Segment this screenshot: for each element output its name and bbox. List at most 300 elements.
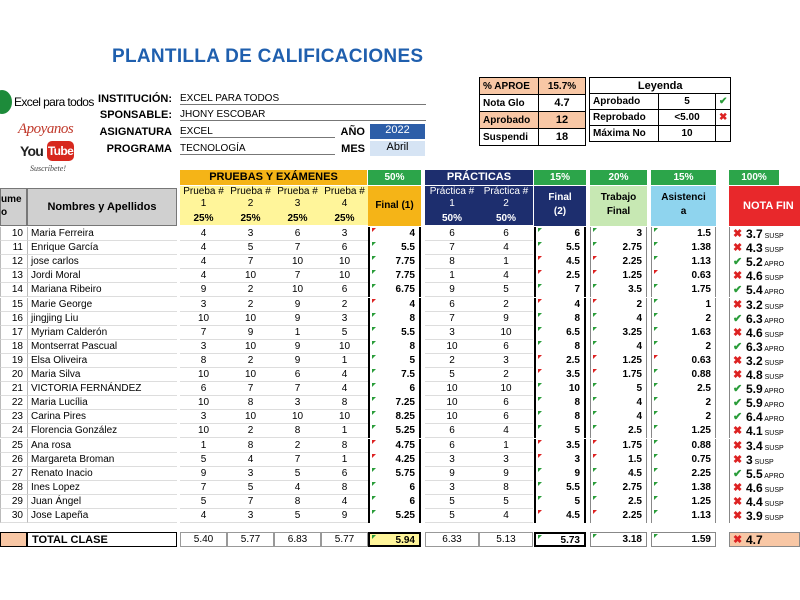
prueba-4-cell[interactable]: 10 — [321, 410, 368, 424]
total-prueba-2[interactable]: 5.77 — [227, 532, 274, 547]
prueba-3-cell[interactable]: 3 — [274, 396, 321, 410]
practica-1-cell[interactable]: 6 — [425, 227, 479, 241]
prueba-4-cell[interactable]: 6 — [321, 467, 368, 481]
anio-value[interactable]: 2022 — [370, 124, 425, 139]
practica-1-cell[interactable]: 3 — [425, 326, 479, 340]
prueba-2-cell[interactable]: 8 — [227, 439, 274, 453]
final2-cell[interactable]: 8 — [534, 410, 586, 424]
prueba-3-cell[interactable]: 1 — [274, 326, 321, 340]
prueba-1-cell[interactable]: 3 — [180, 340, 227, 354]
prueba-3-cell[interactable]: 6 — [274, 368, 321, 382]
total-label[interactable]: TOTAL CLASE — [27, 532, 177, 547]
student-name[interactable]: Renato Inacio — [27, 467, 177, 481]
responsable-value[interactable]: JHONY ESCOBAR — [180, 109, 426, 121]
row-number[interactable]: 18 — [0, 340, 27, 354]
practica-1-cell[interactable]: 10 — [425, 340, 479, 354]
row-number[interactable]: 14 — [0, 283, 27, 297]
final1-cell[interactable]: 6.75 — [368, 283, 421, 297]
practica-1-cell[interactable]: 1 — [425, 269, 479, 283]
trabajo-cell[interactable]: 4 — [590, 410, 647, 424]
practica-1-cell[interactable]: 7 — [425, 312, 479, 326]
nota-final-cell[interactable] — [729, 509, 800, 523]
prueba-1-cell[interactable]: 4 — [180, 509, 227, 523]
student-name[interactable]: Juan Ángel — [27, 495, 177, 509]
nota-final-cell[interactable] — [729, 354, 800, 368]
student-name[interactable]: Jordi Moral — [27, 269, 177, 283]
prueba-3-cell[interactable]: 8 — [274, 495, 321, 509]
asistencia-cell[interactable]: 2 — [651, 340, 716, 354]
final1-cell[interactable]: 6 — [368, 495, 421, 509]
prueba-2-cell[interactable]: 5 — [227, 481, 274, 495]
youtube-logo[interactable] — [20, 141, 74, 163]
prueba-4-cell[interactable]: 6 — [321, 241, 368, 255]
final1-cell[interactable]: 7.75 — [368, 255, 421, 269]
final1-cell[interactable]: 8.25 — [368, 410, 421, 424]
practica-2-cell[interactable]: 2 — [479, 298, 533, 312]
asistencia-cell[interactable]: 0.75 — [651, 453, 716, 467]
total-prueba-4[interactable]: 5.77 — [321, 532, 368, 547]
row-number[interactable]: 21 — [0, 382, 27, 396]
prueba-3-cell[interactable]: 7 — [274, 269, 321, 283]
practica-1-cell[interactable]: 10 — [425, 382, 479, 396]
prueba-2-cell[interactable]: 8 — [227, 396, 274, 410]
asistencia-cell[interactable]: 0.63 — [651, 354, 716, 368]
prueba-3-cell[interactable]: 6 — [274, 227, 321, 241]
practica-1-cell[interactable]: 8 — [425, 255, 479, 269]
prueba-1-cell[interactable]: 4 — [180, 241, 227, 255]
final2-cell[interactable]: 9 — [534, 467, 586, 481]
asistencia-cell[interactable]: 0.88 — [651, 368, 716, 382]
nota-final-cell[interactable] — [729, 227, 800, 241]
final1-cell[interactable]: 4 — [368, 298, 421, 312]
prueba-4-cell[interactable]: 1 — [321, 354, 368, 368]
student-name[interactable]: Jose Lapeña — [27, 509, 177, 523]
prueba-3-cell[interactable]: 10 — [274, 255, 321, 269]
student-name[interactable]: Montserrat Pascual — [27, 340, 177, 354]
final2-cell[interactable]: 10 — [534, 382, 586, 396]
final1-cell[interactable]: 7.75 — [368, 269, 421, 283]
prueba-4-cell[interactable]: 8 — [321, 481, 368, 495]
nota-final-cell[interactable] — [729, 241, 800, 255]
student-name[interactable]: Myriam Calderón — [27, 326, 177, 340]
practica-2-cell[interactable]: 6 — [479, 410, 533, 424]
final1-cell[interactable]: 5.25 — [368, 424, 421, 438]
prueba-1-cell[interactable]: 4 — [180, 255, 227, 269]
prueba-3-cell[interactable]: 7 — [274, 453, 321, 467]
prueba-1-cell[interactable]: 9 — [180, 283, 227, 297]
practica-2-cell[interactable]: 6 — [479, 227, 533, 241]
prueba-1-cell[interactable]: 1 — [180, 439, 227, 453]
total-prueba-1[interactable]: 5.40 — [180, 532, 227, 547]
final1-cell[interactable]: 4.25 — [368, 453, 421, 467]
nota-final-cell[interactable] — [729, 410, 800, 424]
final1-cell[interactable]: 5.25 — [368, 509, 421, 523]
asistencia-cell[interactable]: 1.63 — [651, 326, 716, 340]
prueba-4-cell[interactable]: 8 — [321, 396, 368, 410]
asistencia-cell[interactable]: 1.75 — [651, 283, 716, 297]
student-name[interactable]: Maria Lucília — [27, 396, 177, 410]
prueba-2-cell[interactable]: 7 — [227, 255, 274, 269]
practica-1-cell[interactable]: 10 — [425, 410, 479, 424]
asistencia-cell[interactable]: 1.5 — [651, 227, 716, 241]
prueba-2-cell[interactable]: 5 — [227, 241, 274, 255]
trabajo-cell[interactable]: 2.5 — [590, 424, 647, 438]
asistencia-cell[interactable]: 1.25 — [651, 424, 716, 438]
trabajo-cell[interactable]: 1.75 — [590, 439, 647, 453]
total-practica-1[interactable]: 6.33 — [425, 532, 479, 547]
nota-final-cell[interactable] — [729, 495, 800, 509]
practica-1-cell[interactable]: 2 — [425, 354, 479, 368]
nota-final-cell[interactable] — [729, 368, 800, 382]
prueba-3-cell[interactable]: 2 — [274, 439, 321, 453]
prueba-4-cell[interactable]: 5 — [321, 326, 368, 340]
prueba-2-cell[interactable]: 3 — [227, 467, 274, 481]
flag-green-icon — [538, 228, 542, 232]
flag-red-icon — [538, 369, 542, 373]
nota-final-cell[interactable] — [729, 326, 800, 340]
institucion-value[interactable]: EXCEL PARA TODOS — [180, 93, 426, 105]
final1-cell[interactable]: 4.75 — [368, 439, 421, 453]
prueba-2-cell[interactable]: 2 — [227, 354, 274, 368]
cross-icon: ✖ — [733, 369, 743, 381]
prueba-3-cell[interactable]: 10 — [274, 283, 321, 297]
prueba-1-cell[interactable]: 10 — [180, 424, 227, 438]
prueba-1-cell[interactable]: 4 — [180, 269, 227, 283]
total-num-cell[interactable] — [0, 532, 27, 547]
practica-2-cell[interactable]: 4 — [479, 241, 533, 255]
practica-2-cell[interactable]: 4 — [479, 424, 533, 438]
practica-1-cell[interactable]: 3 — [425, 453, 479, 467]
student-name[interactable]: jose carlos — [27, 255, 177, 269]
prueba-3-cell[interactable]: 5 — [274, 467, 321, 481]
asignatura-value[interactable]: EXCEL — [180, 126, 335, 138]
practica-1-cell[interactable]: 5 — [425, 368, 479, 382]
nota-final-cell[interactable] — [729, 340, 800, 354]
student-name[interactable]: Florencia González — [27, 424, 177, 438]
prueba-2-cell[interactable]: 4 — [227, 453, 274, 467]
nota-final-cell[interactable] — [729, 453, 800, 467]
final2-cell[interactable]: 8 — [534, 312, 586, 326]
prueba-1-cell[interactable]: 8 — [180, 354, 227, 368]
row-number[interactable]: 28 — [0, 481, 27, 495]
final1-cell[interactable]: 5 — [368, 354, 421, 368]
practica-1-cell[interactable]: 3 — [425, 481, 479, 495]
trabajo-cell[interactable]: 4 — [590, 396, 647, 410]
practica-2-cell[interactable]: 8 — [479, 481, 533, 495]
practica-1-cell[interactable]: 9 — [425, 283, 479, 297]
nota-final-cell[interactable] — [729, 382, 800, 396]
row-number[interactable]: 13 — [0, 269, 27, 283]
row-number[interactable]: 23 — [0, 410, 27, 424]
final2-cell[interactable]: 5 — [534, 424, 586, 438]
student-name[interactable]: Margareta Broman — [27, 453, 177, 467]
prueba-3-cell[interactable]: 7 — [274, 382, 321, 396]
row-number[interactable]: 11 — [0, 241, 27, 255]
final2-cell[interactable]: 8 — [534, 396, 586, 410]
practica-2-cell[interactable]: 10 — [479, 382, 533, 396]
row-number[interactable]: 22 — [0, 396, 27, 410]
row-number[interactable]: 15 — [0, 298, 27, 312]
final2-cell[interactable]: 5 — [534, 495, 586, 509]
prueba-4-cell[interactable]: 9 — [321, 509, 368, 523]
asistencia-cell[interactable]: 1.13 — [651, 509, 716, 523]
trabajo-cell[interactable]: 1.25 — [590, 269, 647, 283]
practica-1-cell[interactable]: 7 — [425, 241, 479, 255]
prueba-1-cell[interactable]: 5 — [180, 453, 227, 467]
practica-1-cell[interactable]: 5 — [425, 495, 479, 509]
trabajo-cell[interactable]: 2.75 — [590, 241, 647, 255]
trabajo-cell[interactable]: 3 — [590, 227, 647, 241]
asistencia-cell[interactable]: 0.63 — [651, 269, 716, 283]
asistencia-cell[interactable]: 2.5 — [651, 382, 716, 396]
prueba-4-cell[interactable]: 3 — [321, 312, 368, 326]
student-name[interactable]: Maria Ferreira — [27, 227, 177, 241]
practica-1-cell[interactable]: 10 — [425, 396, 479, 410]
prueba-1-cell[interactable]: 5 — [180, 495, 227, 509]
practica-2-cell[interactable]: 4 — [479, 269, 533, 283]
row-number[interactable]: 27 — [0, 467, 27, 481]
row-number[interactable]: 30 — [0, 509, 27, 523]
prueba-1-cell[interactable]: 10 — [180, 312, 227, 326]
prueba-4-cell[interactable]: 10 — [321, 340, 368, 354]
practica-2-cell[interactable]: 5 — [479, 495, 533, 509]
final2-cell[interactable]: 6.5 — [534, 326, 586, 340]
total-trabajo[interactable]: 3.18 — [590, 532, 647, 547]
prueba-4-cell[interactable]: 10 — [321, 269, 368, 283]
prueba-1-cell[interactable]: 10 — [180, 396, 227, 410]
table-row — [0, 312, 800, 326]
prueba-4-cell[interactable]: 6 — [321, 283, 368, 297]
nota-final-cell[interactable] — [729, 283, 800, 297]
nota-final-cell[interactable] — [729, 481, 800, 495]
prueba-2-cell[interactable]: 10 — [227, 368, 274, 382]
nota-final-cell[interactable] — [729, 396, 800, 410]
final2-cell[interactable]: 5.5 — [534, 481, 586, 495]
final2-cell[interactable]: 2.5 — [534, 354, 586, 368]
row-number[interactable]: 20 — [0, 368, 27, 382]
prueba-4-cell[interactable]: 4 — [321, 368, 368, 382]
asistencia-cell[interactable]: 1 — [651, 298, 716, 312]
trabajo-cell[interactable]: 2.25 — [590, 255, 647, 269]
student-name[interactable]: Elsa Oliveira — [27, 354, 177, 368]
trabajo-cell[interactable]: 2.25 — [590, 509, 647, 523]
prueba-3-cell[interactable]: 8 — [274, 424, 321, 438]
student-name[interactable]: Carina Pires — [27, 410, 177, 424]
row-number[interactable]: 16 — [0, 312, 27, 326]
practica-2-cell[interactable]: 3 — [479, 354, 533, 368]
practica-2-cell[interactable]: 4 — [479, 509, 533, 523]
prueba-2-cell[interactable]: 3 — [227, 227, 274, 241]
practica-1-cell[interactable]: 9 — [425, 467, 479, 481]
asistencia-cell[interactable]: 2 — [651, 410, 716, 424]
final1-cell[interactable]: 7.5 — [368, 368, 421, 382]
trabajo-cell[interactable]: 4 — [590, 340, 647, 354]
total-asistencia[interactable]: 1.59 — [651, 532, 716, 547]
prueba-2-cell[interactable]: 7 — [227, 495, 274, 509]
prueba-3-cell[interactable]: 7 — [274, 241, 321, 255]
prueba-4-cell[interactable]: 4 — [321, 495, 368, 509]
programa-value[interactable]: TECNOLOGÍA — [180, 143, 335, 155]
final2-cell[interactable]: 5.5 — [534, 241, 586, 255]
final2-cell[interactable]: 4.5 — [534, 509, 586, 523]
total-final1[interactable]: 5.94 — [368, 532, 421, 547]
prueba-4-cell[interactable]: 1 — [321, 424, 368, 438]
practica-2-cell[interactable]: 6 — [479, 340, 533, 354]
nota-final-cell[interactable] — [729, 439, 800, 453]
flag-green-icon — [654, 468, 658, 472]
prueba-1-cell[interactable]: 9 — [180, 467, 227, 481]
trabajo-cell[interactable]: 1.5 — [590, 453, 647, 467]
final1-cell[interactable]: 8 — [368, 312, 421, 326]
trabajo-cell[interactable]: 2 — [590, 298, 647, 312]
total-final2[interactable]: 5.73 — [534, 532, 586, 547]
prueba-3-cell[interactable]: 5 — [274, 509, 321, 523]
prueba-2-cell[interactable]: 10 — [227, 410, 274, 424]
row-number[interactable]: 10 — [0, 227, 27, 241]
student-name[interactable]: VICTORIA FERNÁNDEZ — [27, 382, 177, 396]
prueba-3-cell[interactable]: 4 — [274, 481, 321, 495]
practica-2-cell[interactable]: 1 — [479, 255, 533, 269]
row-number[interactable]: 12 — [0, 255, 27, 269]
prueba-1-cell[interactable]: 4 — [180, 227, 227, 241]
student-name[interactable]: Maria Silva — [27, 368, 177, 382]
prueba-2-cell[interactable]: 2 — [227, 298, 274, 312]
nota-final-cell[interactable] — [729, 269, 800, 283]
asistencia-cell[interactable]: 2 — [651, 396, 716, 410]
student-name[interactable]: Ines Lopez — [27, 481, 177, 495]
nota-final-cell[interactable] — [729, 255, 800, 269]
practica-1-cell[interactable]: 6 — [425, 424, 479, 438]
trabajo-cell[interactable]: 1.75 — [590, 368, 647, 382]
asistencia-cell[interactable]: 0.88 — [651, 439, 716, 453]
final1-cell[interactable]: 6 — [368, 382, 421, 396]
prueba-3-cell[interactable]: 10 — [274, 410, 321, 424]
row-number[interactable]: 17 — [0, 326, 27, 340]
total-nota-final[interactable] — [729, 532, 800, 547]
final2-cell[interactable]: 3 — [534, 453, 586, 467]
trabajo-cell[interactable]: 2.5 — [590, 495, 647, 509]
trabajo-cell[interactable]: 3.25 — [590, 326, 647, 340]
final1-cell[interactable]: 5.5 — [368, 241, 421, 255]
prueba-4-cell[interactable]: 10 — [321, 255, 368, 269]
final2-cell[interactable]: 2.5 — [534, 269, 586, 283]
final1-cell[interactable]: 7.25 — [368, 396, 421, 410]
practica-2-cell[interactable]: 1 — [479, 439, 533, 453]
final2-cell[interactable]: 8 — [534, 340, 586, 354]
prueba-4-cell[interactable]: 8 — [321, 439, 368, 453]
final2-cell[interactable]: 3.5 — [534, 368, 586, 382]
trabajo-cell[interactable]: 4 — [590, 312, 647, 326]
prueba-2-cell[interactable]: 10 — [227, 340, 274, 354]
trabajo-cell[interactable]: 5 — [590, 382, 647, 396]
prueba-2-cell[interactable]: 10 — [227, 269, 274, 283]
student-name[interactable]: Ana rosa — [27, 439, 177, 453]
final1-cell[interactable]: 8 — [368, 340, 421, 354]
prueba-2-cell[interactable]: 7 — [227, 382, 274, 396]
student-name[interactable]: Enrique García — [27, 241, 177, 255]
total-practica-2[interactable]: 5.13 — [479, 532, 533, 547]
row-number[interactable]: 26 — [0, 453, 27, 467]
trabajo-cell[interactable]: 3.5 — [590, 283, 647, 297]
asistencia-cell[interactable]: 2 — [651, 312, 716, 326]
prueba-3-cell[interactable]: 9 — [274, 298, 321, 312]
prueba-1-cell[interactable]: 6 — [180, 382, 227, 396]
final2-cell[interactable]: 7 — [534, 283, 586, 297]
practica-2-cell[interactable]: 3 — [479, 453, 533, 467]
prueba-2-cell[interactable]: 2 — [227, 283, 274, 297]
nota-final-cell[interactable] — [729, 312, 800, 326]
practica-2-cell[interactable]: 9 — [479, 467, 533, 481]
prueba-2-cell[interactable]: 2 — [227, 424, 274, 438]
prueba-3-cell[interactable]: 9 — [274, 312, 321, 326]
prueba-1-cell[interactable]: 3 — [180, 298, 227, 312]
nota-final-cell[interactable] — [729, 467, 800, 481]
prueba-4-cell[interactable]: 1 — [321, 453, 368, 467]
practica-2-cell[interactable]: 6 — [479, 396, 533, 410]
row-number[interactable]: 29 — [0, 495, 27, 509]
final1-cell[interactable]: 5.75 — [368, 467, 421, 481]
prueba-1-cell[interactable]: 3 — [180, 410, 227, 424]
final2-cell[interactable]: 3.5 — [534, 439, 586, 453]
prueba-2-cell[interactable]: 9 — [227, 326, 274, 340]
nota-final-cell[interactable] — [729, 298, 800, 312]
nota-final-cell[interactable] — [729, 424, 800, 438]
final1-cell[interactable]: 4 — [368, 227, 421, 241]
mes-value[interactable]: Abril — [370, 141, 425, 156]
prueba-1-cell[interactable]: 7 — [180, 326, 227, 340]
trabajo-cell[interactable]: 2.75 — [590, 481, 647, 495]
final1-cell[interactable]: 5.5 — [368, 326, 421, 340]
asistencia-cell[interactable]: 2.25 — [651, 467, 716, 481]
final1-cell[interactable]: 6 — [368, 481, 421, 495]
prueba-1-cell[interactable]: 10 — [180, 368, 227, 382]
prueba-3-cell[interactable]: 9 — [274, 354, 321, 368]
total-prueba-3[interactable]: 6.83 — [274, 532, 321, 547]
prueba-4-cell[interactable]: 2 — [321, 298, 368, 312]
trabajo-cell[interactable]: 4.5 — [590, 467, 647, 481]
practica-2-cell[interactable]: 2 — [479, 368, 533, 382]
row-number[interactable]: 24 — [0, 424, 27, 438]
practica-1-cell[interactable]: 5 — [425, 509, 479, 523]
prueba-1-cell[interactable]: 7 — [180, 481, 227, 495]
asistencia-cell[interactable]: 1.38 — [651, 481, 716, 495]
cross-icon: ✖ — [733, 534, 743, 546]
practica-2-cell[interactable]: 10 — [479, 326, 533, 340]
final2-cell[interactable]: 6 — [534, 227, 586, 241]
prueba-2-cell[interactable]: 10 — [227, 312, 274, 326]
prueba-4-cell[interactable]: 3 — [321, 227, 368, 241]
final2-cell[interactable]: 4 — [534, 298, 586, 312]
prueba-2-cell[interactable]: 3 — [227, 509, 274, 523]
asistencia-cell[interactable]: 1.38 — [651, 241, 716, 255]
row-number[interactable]: 25 — [0, 439, 27, 453]
student-name[interactable]: jingjing Liu — [27, 312, 177, 326]
status-text: SUSP — [762, 233, 784, 240]
practica-1-cell[interactable]: 6 — [425, 298, 479, 312]
prueba-4-cell[interactable]: 4 — [321, 382, 368, 396]
practica-2-cell[interactable]: 9 — [479, 312, 533, 326]
practica-1-cell[interactable]: 6 — [425, 439, 479, 453]
practica-2-cell[interactable]: 5 — [479, 283, 533, 297]
student-name[interactable]: Marie George — [27, 298, 177, 312]
asistencia-cell[interactable]: 1.25 — [651, 495, 716, 509]
prueba-3-cell[interactable]: 9 — [274, 340, 321, 354]
asistencia-cell[interactable]: 1.13 — [651, 255, 716, 269]
final2-cell[interactable]: 4.5 — [534, 255, 586, 269]
trabajo-cell[interactable]: 1.25 — [590, 354, 647, 368]
student-name[interactable]: Mariana Ribeiro — [27, 283, 177, 297]
row-number[interactable]: 19 — [0, 354, 27, 368]
